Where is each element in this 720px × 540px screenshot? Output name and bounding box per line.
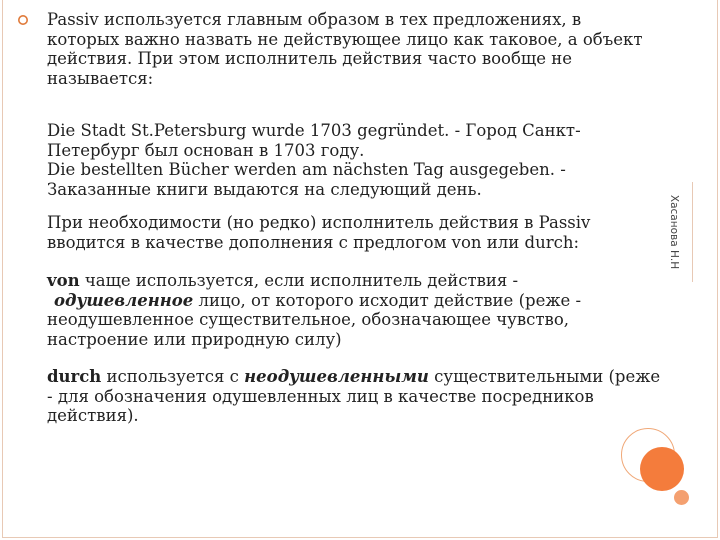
- text-fragment: существительными (реже: [428, 367, 661, 386]
- author-label: [664, 188, 684, 276]
- paragraph-von: [47, 271, 627, 349]
- text-line: называется:: [47, 68, 154, 88]
- text-line: неодушевленное существительное, обозначающее чувство,: [47, 310, 569, 329]
- text-fragment: чаще используется, если исполнитель действия -: [79, 271, 519, 290]
- emphasis-animate: одушевленное: [54, 290, 194, 310]
- side-divider: [692, 182, 693, 282]
- text-line: которых важно назвать не действующее лицо как таковое, а объект: [47, 29, 643, 49]
- text-fragment: лицо, от которого исходит действие (реже -: [193, 290, 582, 310]
- text-line: Die Stadt St.Petersburg wurde 1703 gegründet. - Город Санкт-: [47, 121, 581, 140]
- paragraph-examples: [47, 121, 647, 199]
- text-line: настроение или природную силу): [47, 329, 342, 349]
- term-von: von: [47, 271, 80, 290]
- text-line: Петербург был основан в 1703 году.: [47, 140, 365, 160]
- paragraph-passive-usage: [47, 10, 677, 88]
- paragraph-durch: [47, 367, 717, 426]
- text-line: Заказанные книги выдаются на следующий день.: [47, 179, 482, 199]
- text-line: [47, 367, 717, 387]
- text-line: [47, 291, 627, 311]
- text-line: Passiv используется главным образом в тех предложениях, в: [47, 10, 582, 29]
- text-line: При необходимости (но редко) исполнитель действия в Passiv: [47, 213, 591, 232]
- decor-circle-small: [674, 490, 689, 505]
- text-line: действия).: [47, 406, 139, 425]
- text-fragment: используется с: [101, 367, 245, 386]
- text-line: Die bestellten Bücher werden am nächsten Tag ausgegeben. -: [47, 160, 566, 179]
- author-label-text: Хасанова Н.Н: [668, 194, 680, 270]
- text-line: [47, 271, 627, 291]
- emphasis-inanimate: неодушевленными: [244, 367, 429, 386]
- decor-circle-orange: [640, 447, 684, 491]
- circle-ring-icon: [17, 14, 29, 26]
- text-line: вводится в качестве дополнения с предлогом von или durch:: [47, 232, 580, 252]
- paragraph-agent-intro: [47, 213, 647, 252]
- text-line: - для обозначения одушевленных лиц в качестве посредников: [47, 386, 594, 406]
- term-durch: durch: [47, 367, 102, 386]
- text-line: действия. При этом исполнитель действия часто вообще не: [47, 49, 573, 68]
